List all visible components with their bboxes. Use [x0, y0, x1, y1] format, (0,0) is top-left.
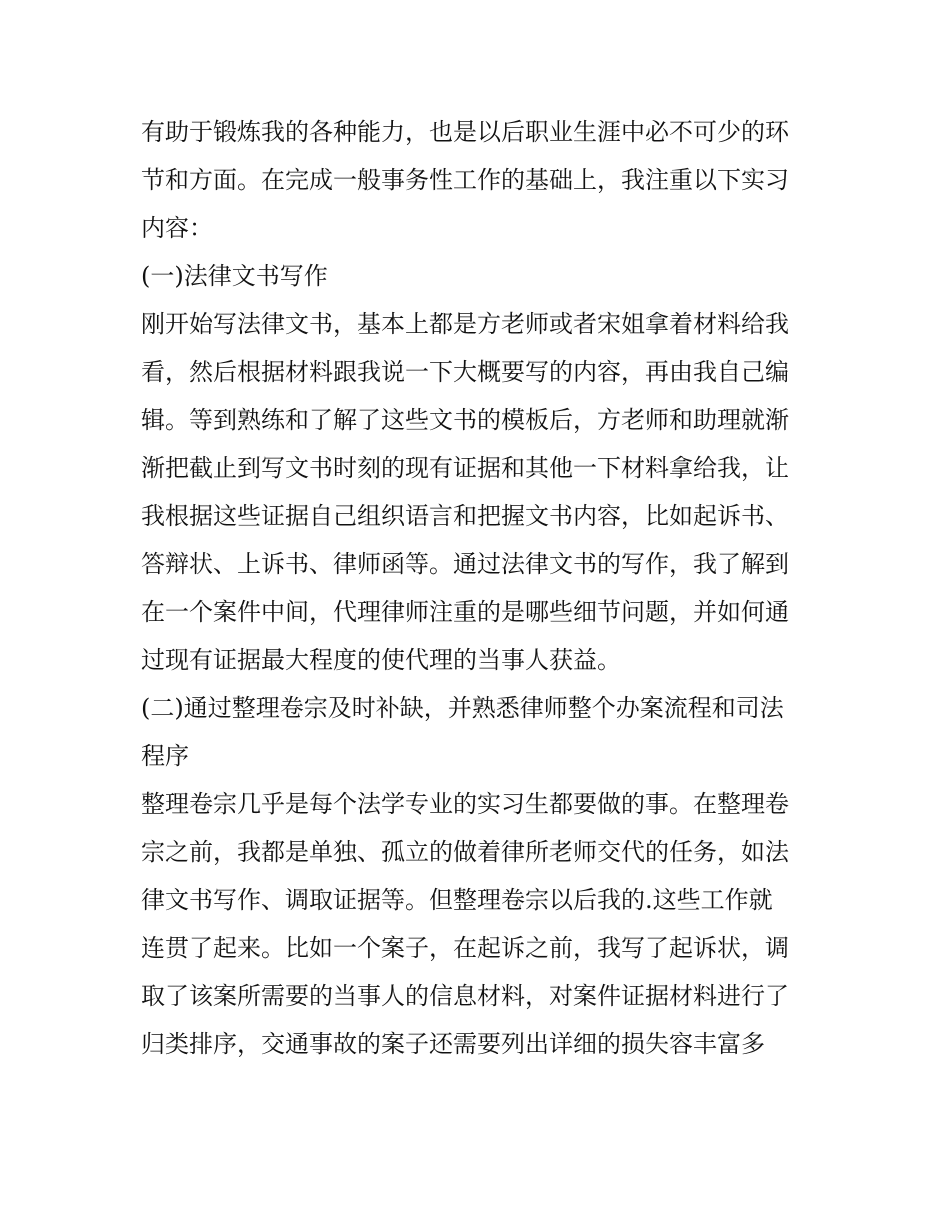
body-text — [141, 108, 821, 1068]
text-line: 答辩状、上诉书、律师函等。通过法律文书的写作，我了解到 — [141, 550, 789, 578]
text-line: 看，然后根据材料跟我说一下大概要写的内容，再由我自己编 — [141, 358, 789, 386]
text-line: 整理卷宗几乎是每个法学专业的实习生都要做的事。在整理卷 — [141, 790, 789, 818]
section-heading: (一)法律文书写作 — [141, 262, 328, 290]
section-heading: 程序 — [141, 742, 189, 770]
section-heading: (二)通过整理卷宗及时补缺，并熟悉律师整个办案流程和司法 — [141, 694, 784, 722]
text-line: 渐把截止到写文书时刻的现有证据和其他一下材料拿给我，让 — [141, 454, 789, 482]
text-line: 过现有证据最大程度的使代理的当事人获益。 — [141, 646, 621, 674]
text-line: 连贯了起来。比如一个案子，在起诉之前，我写了起诉状，调 — [141, 934, 789, 962]
text-line: 在一个案件中间，代理律师注重的是哪些细节问题，并如何通 — [141, 598, 789, 626]
text-line: 内容： — [141, 214, 213, 242]
text-line: 刚开始写法律文书，基本上都是方老师或者宋姐拿着材料给我 — [141, 310, 789, 338]
text-line: 律文书写作、调取证据等。但整理卷宗以后我的.这些工作就 — [141, 886, 773, 914]
text-line: 辑。等到熟练和了解了这些文书的模板后，方老师和助理就渐 — [141, 406, 789, 434]
text-line: 归类排序，交通事故的案子还需要列出详细的损失容丰富多 — [141, 1030, 765, 1058]
text-line: 宗之前，我都是单独、孤立的做着律所老师交代的任务，如法 — [141, 838, 789, 866]
text-line: 有助于锻炼我的各种能力，也是以后职业生涯中必不可少的环 — [141, 118, 789, 146]
text-line: 节和方面。在完成一般事务性工作的基础上，我注重以下实习 — [141, 166, 789, 194]
text-line: 取了该案所需要的当事人的信息材料，对案件证据材料进行了 — [141, 982, 789, 1010]
text-line: 我根据这些证据自己组织语言和把握文书内容，比如起诉书、 — [141, 502, 789, 530]
